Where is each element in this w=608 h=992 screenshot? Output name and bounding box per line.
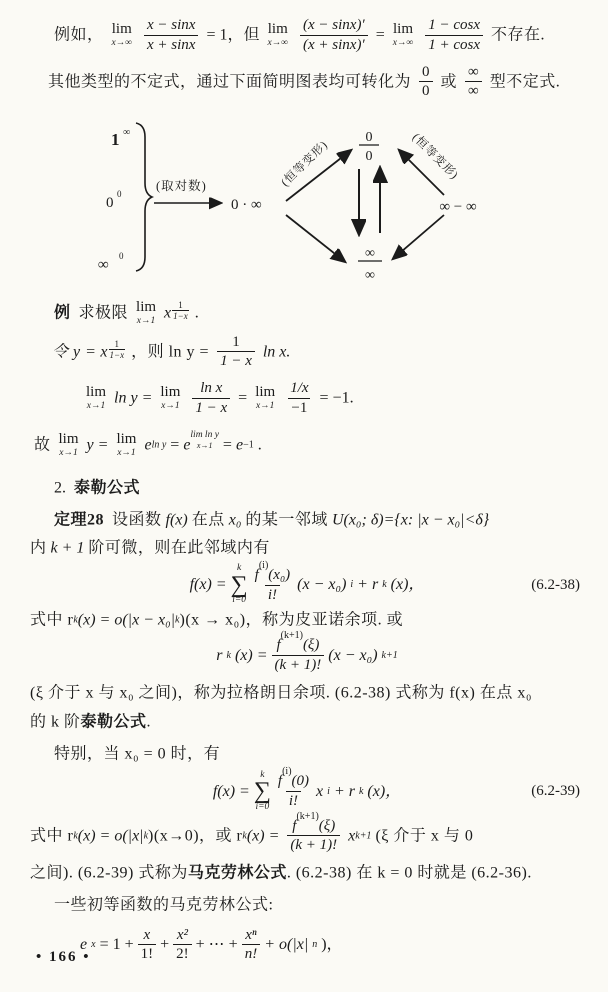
- limit-operator: [116, 432, 136, 459]
- numerator: x: [143, 926, 151, 943]
- lim-word: lim: [255, 384, 276, 401]
- exp-den: 1−x: [109, 349, 125, 360]
- identity-transform-label: (恒等变形): [409, 131, 461, 183]
- text: 在点: [191, 511, 225, 529]
- equation-6-2-38: f(x) = k ∑ i=0 f (i) (x₀) i! (x − x₀) i + r k (x)， (6.2-38): [189, 559, 580, 606]
- fraction-derivative: [275, 766, 312, 811]
- equals-sign: =: [170, 435, 180, 453]
- variable-x: x: [164, 304, 172, 322]
- f-symbol: f: [276, 637, 281, 654]
- numerator: f (i) (0): [277, 766, 310, 790]
- equation-6-2-39: f(x) = k ∑ i=0 f (i) (0) i! x i + r k (x)， (6.2-39): [212, 766, 580, 813]
- denominator: 1 + cosx: [425, 35, 483, 55]
- maclaurin-formula-bold: 马克劳林公式: [187, 864, 287, 882]
- period: .: [257, 435, 262, 453]
- neighborhood-set: U(x₀; δ)={x: |x − x₀|<δ}: [331, 511, 490, 529]
- lim-subscript: x→1: [59, 447, 78, 458]
- sum-upper: k: [260, 769, 265, 780]
- fraction: [300, 16, 368, 55]
- text: . (6.2-38) 在 k = 0 时就是 (6.2-36).: [286, 864, 532, 882]
- sub-k: k: [242, 829, 247, 841]
- exp-num: 1: [178, 300, 183, 310]
- form-inf-base: ∞: [98, 257, 109, 273]
- text-type: 型不定式.: [489, 72, 561, 90]
- equals-one-plus: = 1 +: [99, 935, 134, 953]
- theorem-28-line1: [54, 508, 584, 532]
- numerator: f (k+1) (ξ): [292, 810, 336, 834]
- denominator: 1 − x: [192, 398, 230, 418]
- denominator: −1: [288, 398, 310, 418]
- equals-sign: =: [238, 389, 248, 407]
- result: = −1.: [319, 389, 354, 407]
- lim-subscript: x→∞: [392, 38, 414, 48]
- sigma-symbol: ∑: [253, 778, 271, 805]
- text-liru: 例如，: [54, 26, 104, 44]
- taylor-formula-bold: 泰勒公式: [80, 713, 147, 731]
- form-zero-base: 0: [106, 195, 114, 211]
- fraction: [217, 333, 255, 372]
- numerator: ln x: [200, 380, 223, 397]
- numerator: 1/x: [290, 380, 309, 397]
- exponent-minus-one: −1: [243, 438, 254, 450]
- argument: (x₀): [268, 566, 291, 583]
- f-symbol: f: [292, 817, 297, 834]
- summation: [254, 771, 271, 813]
- numerator: x − sinx: [147, 17, 196, 33]
- exp-series-equation: e x = 1 + $\frac{x}{1!}$ + $\frac{\text{x²}}{2!}$ + ⋯ + $\frac{\text{xⁿ}}{n!}$ + o(|x| n )，: [80, 926, 343, 963]
- ellipsis-plus: + ⋯ +: [195, 935, 238, 953]
- paragraph-lhopital-example: [54, 16, 584, 55]
- lim-subscript: x→∞: [267, 38, 288, 48]
- denominator: (k + 1)!: [272, 655, 325, 675]
- zero-over-zero-den: 0: [365, 149, 373, 164]
- limit-operator: [112, 22, 133, 49]
- lim-word: lim: [267, 21, 288, 37]
- denominator: x + sinx: [144, 35, 198, 55]
- take-log-label: (取对数): [156, 179, 207, 193]
- page-number: • 166 •: [36, 949, 91, 965]
- lim-subscript: x→1: [255, 401, 275, 412]
- exponent-limit-stack: [190, 430, 219, 450]
- variable-x: x: [100, 342, 108, 360]
- substitution-line: [52, 333, 584, 372]
- fraction: [242, 926, 261, 965]
- arrow-minus-to-inf: [394, 215, 444, 258]
- example-tag: 例: [54, 304, 71, 322]
- text: 的某一邻域: [245, 511, 328, 529]
- f-symbol: f: [277, 773, 283, 790]
- lim-subscript: x→∞: [111, 38, 133, 48]
- indeterminate-forms-diagram: [56, 111, 586, 294]
- lim-word: lim: [116, 430, 137, 447]
- inf-minus-inf: ∞ − ∞: [439, 199, 477, 215]
- lagrange-text-line1: [30, 681, 584, 705]
- argument: (ξ): [318, 817, 336, 834]
- text-differentiable: 阶可微，则在此邻域内有: [88, 539, 270, 557]
- remainder-term: + r: [333, 782, 355, 800]
- power-term: (x − x₀): [297, 576, 347, 594]
- denominator: i!: [265, 585, 280, 605]
- equation-number: (6.2-39): [531, 783, 580, 800]
- text-y-equals: y =: [86, 435, 109, 453]
- exponent-fraction: [109, 339, 126, 361]
- conclusion-line: [34, 430, 584, 459]
- numerator: 1 − cosx: [428, 17, 481, 33]
- power-term: x: [316, 782, 324, 800]
- remainder-arg: (x)，: [390, 576, 425, 594]
- plus-sign: +: [160, 935, 170, 953]
- section-heading-taylor: [54, 476, 584, 500]
- arrow-prod-to-inf: [286, 215, 344, 261]
- denominator: (k + 1)!: [287, 835, 340, 855]
- denominator: 2!: [173, 944, 192, 964]
- denominator: 0: [419, 81, 433, 101]
- fraction-zero-over-zero: [419, 63, 433, 102]
- example-line: [54, 300, 584, 327]
- sigma-symbol: ∑: [230, 571, 248, 598]
- numerator: 1: [232, 333, 240, 350]
- exponent-lny: ln y: [151, 438, 167, 450]
- section-number: 2.: [54, 479, 66, 497]
- limit-operator: [59, 432, 79, 459]
- exp-num: 1: [114, 338, 120, 349]
- exp-lim-sub: x→1: [196, 440, 213, 450]
- period: .: [146, 713, 151, 731]
- lim-subscript: x→1: [136, 316, 156, 327]
- close-paren: )，: [321, 935, 343, 953]
- lagrange-remainder-equation: r k (x) = f (k+1) (ξ) (k + 1)! (x − x₀) k+1: [216, 630, 398, 674]
- theorem-28-line2: [30, 536, 584, 560]
- x-power: x: [348, 826, 356, 844]
- denominator: n!: [242, 944, 261, 964]
- f-symbol: f: [254, 566, 259, 583]
- equals-sign: =: [222, 435, 232, 453]
- fraction: [287, 379, 311, 418]
- function-fx: f(x): [165, 511, 188, 529]
- limit-operator: [136, 300, 156, 327]
- fraction: [173, 926, 192, 965]
- text-then: ，则 ln y =: [131, 342, 210, 360]
- k-plus-one: k + 1: [50, 539, 85, 557]
- exp-lim-lny: lim ln y: [190, 429, 219, 440]
- zero-over-zero-num: 0: [365, 130, 373, 145]
- text: 式中 r: [30, 826, 74, 844]
- sub-k: k: [73, 829, 78, 841]
- limit-operator: [255, 385, 275, 412]
- denominator: i!: [286, 791, 301, 811]
- lim-subscript: x→1: [117, 447, 136, 458]
- text-find-limit: 求极限: [78, 304, 129, 322]
- denominator: (x + sinx)′: [300, 35, 368, 55]
- euler-e: e: [235, 435, 244, 453]
- numerator: ∞: [468, 63, 479, 80]
- text: 的 k 阶: [30, 713, 81, 731]
- limit-operator: [393, 22, 414, 49]
- text-within: 内: [30, 539, 47, 557]
- text: 式中 r: [30, 611, 74, 629]
- limit-computation-line: [82, 379, 584, 418]
- text: 之间). (6.2-39) 式称为: [30, 864, 188, 882]
- form-zero-exp: 0: [117, 189, 122, 199]
- section-title: 泰勒公式: [74, 479, 141, 497]
- lim-subscript: x→1: [86, 401, 106, 412]
- sup-k: k: [143, 829, 149, 841]
- text-therefore: 故: [34, 435, 51, 453]
- text: 其他类型的不定式，通过下面简明图表均可转化为: [48, 72, 412, 90]
- text-or: 或: [440, 72, 458, 90]
- denominator: ∞: [465, 81, 482, 101]
- math-text: (x) = o(|x|: [77, 826, 144, 844]
- paragraph-other-forms: [48, 63, 584, 102]
- lim-word: lim: [160, 384, 181, 401]
- text-let: 令 y =: [52, 342, 97, 360]
- sup-k: k: [175, 614, 180, 626]
- form-one-exp: ∞: [123, 127, 131, 138]
- special-case-line: [54, 742, 584, 766]
- limit-operator: [86, 385, 106, 412]
- denominator: 1 − x: [217, 351, 255, 371]
- text-lny: ln y =: [114, 389, 153, 407]
- power-term: (x − x₀): [328, 646, 378, 664]
- numerator: xⁿ: [245, 926, 257, 943]
- numerator: 0: [422, 63, 430, 80]
- equals-sign: =: [375, 26, 385, 44]
- text: 特别，当 x₀ = 0 时，有: [54, 745, 221, 763]
- lim-word: lim: [58, 430, 79, 447]
- r-symbol: r: [216, 646, 223, 664]
- theorem-tag: 定理28: [54, 511, 105, 529]
- text: 设函数: [112, 511, 162, 529]
- fraction-derivative: [287, 810, 340, 856]
- numerator: (x − sinx)′: [303, 17, 365, 33]
- summation: [231, 564, 248, 606]
- math-text: (x) =: [246, 826, 280, 844]
- numerator: f (k+1) (ξ): [276, 630, 320, 654]
- form-one-base: 1: [111, 130, 120, 149]
- lagrange-text-line2: [30, 710, 584, 734]
- inf-over-inf-num: ∞: [365, 246, 375, 261]
- brace: [136, 123, 152, 271]
- form-inf-exp: 0: [119, 251, 124, 261]
- fraction: [425, 16, 483, 55]
- fraction: [144, 16, 198, 55]
- numerator: f (i) (x₀): [254, 559, 291, 583]
- inf-over-inf-den: ∞: [365, 268, 375, 283]
- identity-transform-label: (恒等变形): [279, 138, 331, 189]
- exp-den: 1−x: [173, 311, 188, 322]
- limit-operator: [268, 22, 289, 49]
- text: 一些初等函数的马克劳林公式:: [54, 896, 274, 914]
- lim-word: lim: [136, 299, 157, 316]
- maclaurin-remainder-line1: [30, 810, 584, 856]
- argument: (ξ): [302, 637, 320, 654]
- fraction-inf-over-inf: [465, 63, 482, 102]
- argument: (0): [291, 773, 310, 790]
- limit-operator: [160, 385, 180, 412]
- sum-upper: k: [237, 563, 242, 574]
- equation-number: (6.2-38): [531, 576, 580, 593]
- remainder-arg: (x)，: [367, 782, 402, 800]
- text-lnx: ln x.: [262, 342, 291, 360]
- lhs-fx: f(x) =: [189, 576, 227, 594]
- text: )(x → x₀)，称为皮亚诺余项. 或: [179, 611, 404, 629]
- maclaurin-examples-intro: [54, 893, 584, 917]
- text: (ξ 介于 x 与 x₀ 之间)，称为拉格朗日余项. (6.2-38) 式称为 f(x) 在点 x₀: [30, 684, 532, 702]
- sub-k: k: [73, 614, 78, 626]
- little-o-term: + o(|x|: [264, 935, 309, 953]
- lim-subscript: x→1: [161, 401, 180, 412]
- maclaurin-remainder-line2: [30, 861, 584, 885]
- fraction-derivative: [272, 630, 325, 675]
- text: )(x→0)，或 r: [148, 826, 243, 844]
- euler-e: e: [144, 435, 152, 453]
- lim-word: lim: [392, 21, 413, 37]
- equals: (x) =: [234, 646, 268, 664]
- denominator: 1!: [138, 944, 157, 964]
- text: (ξ 介于 x 与 0: [375, 826, 474, 844]
- lhs-fx: f(x) =: [212, 782, 250, 800]
- point-x0: x₀: [228, 511, 242, 529]
- zero-times-inf: 0 · ∞: [231, 197, 262, 213]
- sup-k-plus-1: k+1: [355, 829, 372, 841]
- sum-lower: i=0: [255, 802, 270, 813]
- fraction-derivative: [252, 559, 294, 605]
- remainder-term: + r: [357, 576, 379, 594]
- peano-remainder-line: [30, 608, 584, 632]
- lim-word: lim: [86, 384, 107, 401]
- numerator: x²: [176, 926, 188, 943]
- fraction: [192, 379, 230, 418]
- text-equals-one: = 1，但: [206, 26, 260, 44]
- euler-e: e: [183, 435, 191, 453]
- lim-word: lim: [111, 21, 132, 37]
- exponent-fraction: [172, 300, 189, 322]
- sum-lower: i=0: [232, 595, 247, 606]
- period: .: [194, 304, 199, 322]
- math-text: (x) = o(|x − x₀|: [77, 611, 176, 629]
- fraction: [138, 926, 157, 965]
- euler-e: e: [80, 935, 88, 953]
- text-not-exist: 不存在.: [491, 26, 546, 44]
